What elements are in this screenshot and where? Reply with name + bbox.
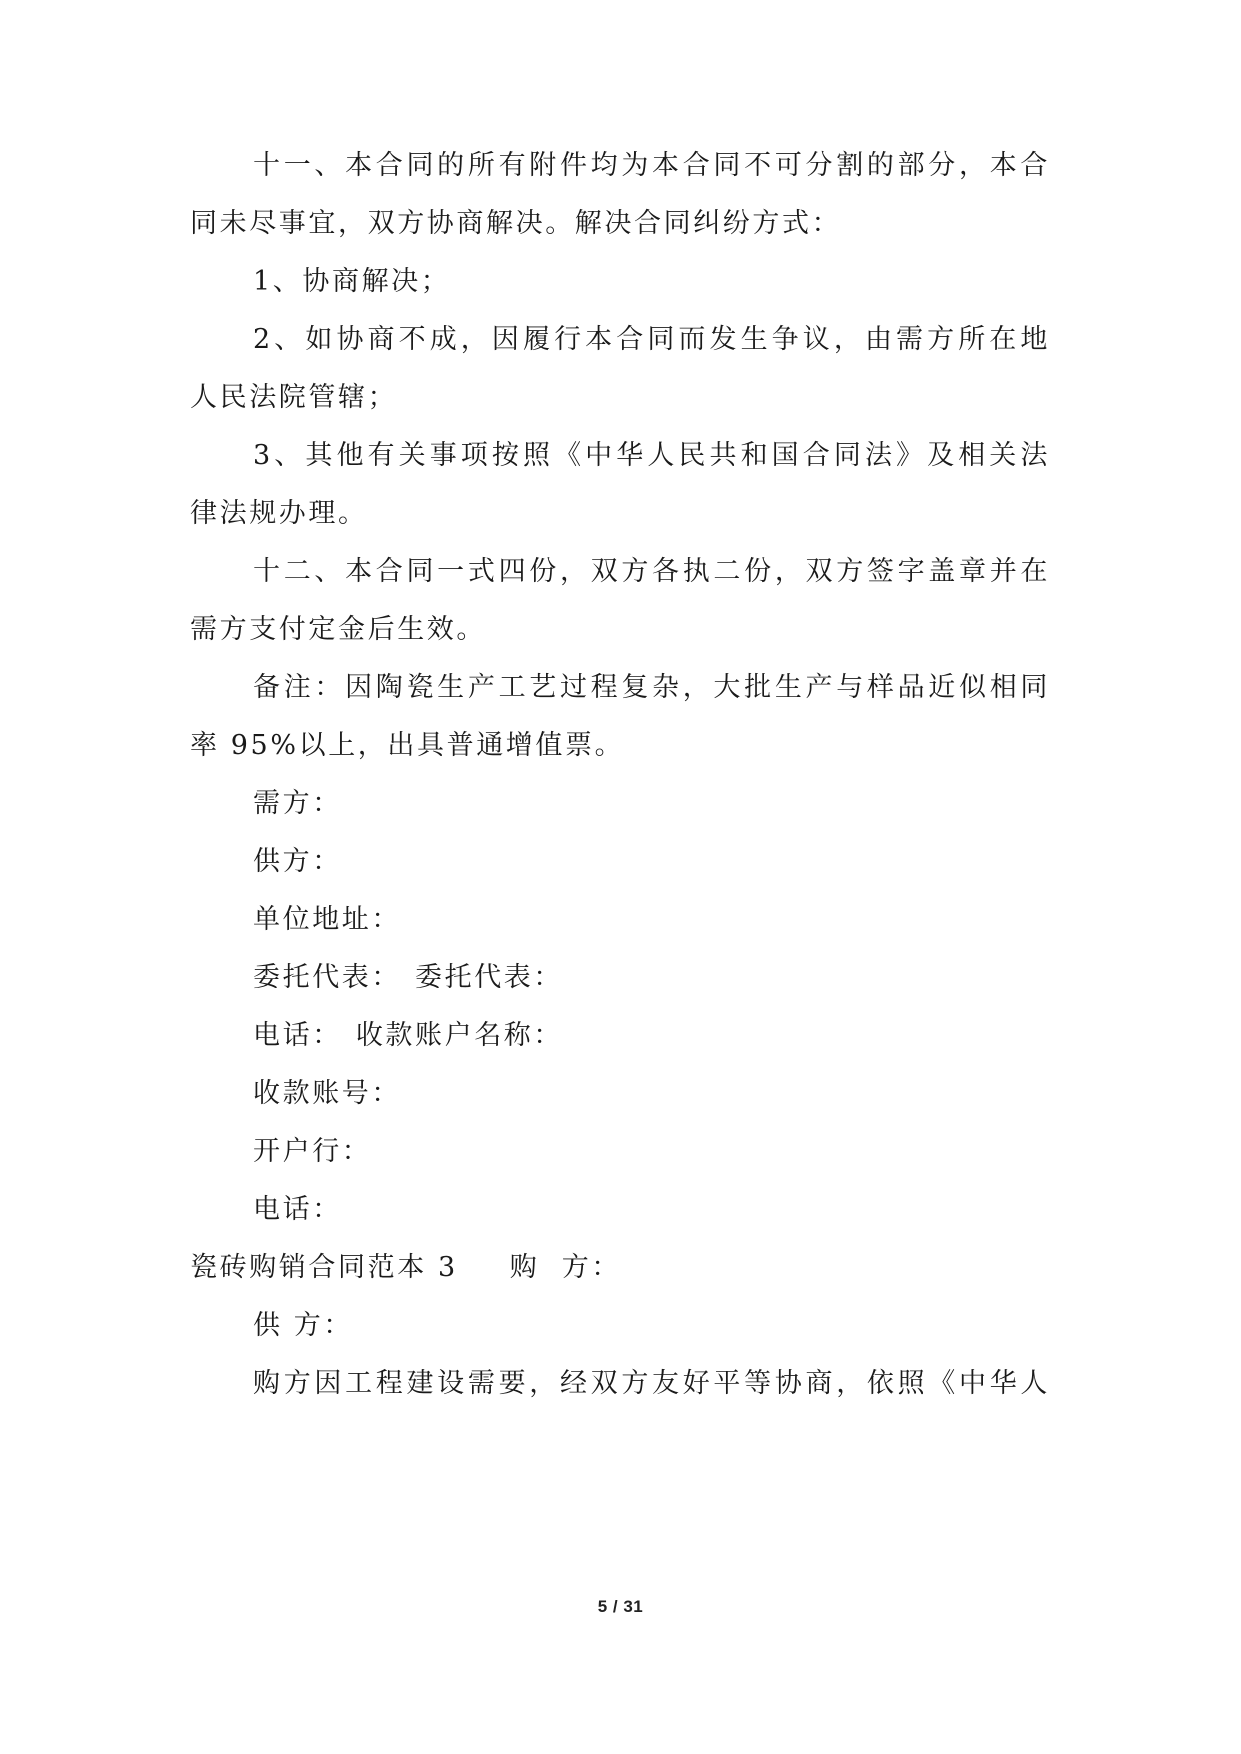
note-line: 率 95%以上，出具普通增值票。 — [190, 730, 625, 761]
supplier-label: 供方： — [253, 846, 342, 877]
section-title: 瓷砖购销合同范本 3 — [190, 1252, 458, 1283]
account-name-label: 收款账户名称： — [355, 1020, 564, 1051]
note-line: 备注：因陶瓷生产工艺过程复杂，大批生产与样品近似相同 — [253, 672, 1050, 703]
supplier-label: 供 方： — [253, 1310, 353, 1341]
bank-label: 开户行： — [253, 1136, 372, 1167]
paragraph-line: 同未尽事宜，双方协商解决。解决合同纠纷方式： — [190, 208, 842, 239]
phone-account-row — [253, 1016, 563, 1056]
paragraph-line: 律法规办理。 — [190, 498, 368, 529]
section-heading-row — [190, 1248, 621, 1288]
paragraph-line: 购方因工程建设需要，经双方友好平等协商，依照《中华人 — [253, 1368, 1050, 1399]
paragraph-line: 十二、本合同一式四份，双方各执二份，双方签字盖章并在 — [253, 556, 1050, 587]
paragraph-line: 人民法院管辖； — [190, 382, 398, 413]
list-item: 1、协商解决； — [253, 266, 451, 297]
representative-row — [253, 958, 563, 998]
paragraph-line: 十一、本合同的所有附件均为本合同不可分割的部分，本合 — [253, 150, 1050, 181]
page-number: 5 / 31 — [597, 1597, 644, 1616]
phone-label: 电话： — [253, 1020, 342, 1051]
representative-label: 委托代表： — [415, 962, 563, 993]
representative-label: 委托代表： — [253, 962, 401, 993]
account-number-label: 收款账号： — [253, 1078, 401, 1109]
phone-label: 电话： — [253, 1194, 342, 1225]
list-item: 2、如协商不成，因履行本合同而发生争议，由需方所在地 — [253, 324, 1050, 355]
paragraph-line: 需方支付定金后生效。 — [190, 614, 486, 645]
list-item: 3、其他有关事项按照《中华人民共和国合同法》及相关法 — [253, 440, 1050, 471]
purchaser-label: 购 方： — [509, 1252, 621, 1283]
address-label: 单位地址： — [253, 904, 401, 935]
buyer-label: 需方： — [253, 788, 342, 819]
